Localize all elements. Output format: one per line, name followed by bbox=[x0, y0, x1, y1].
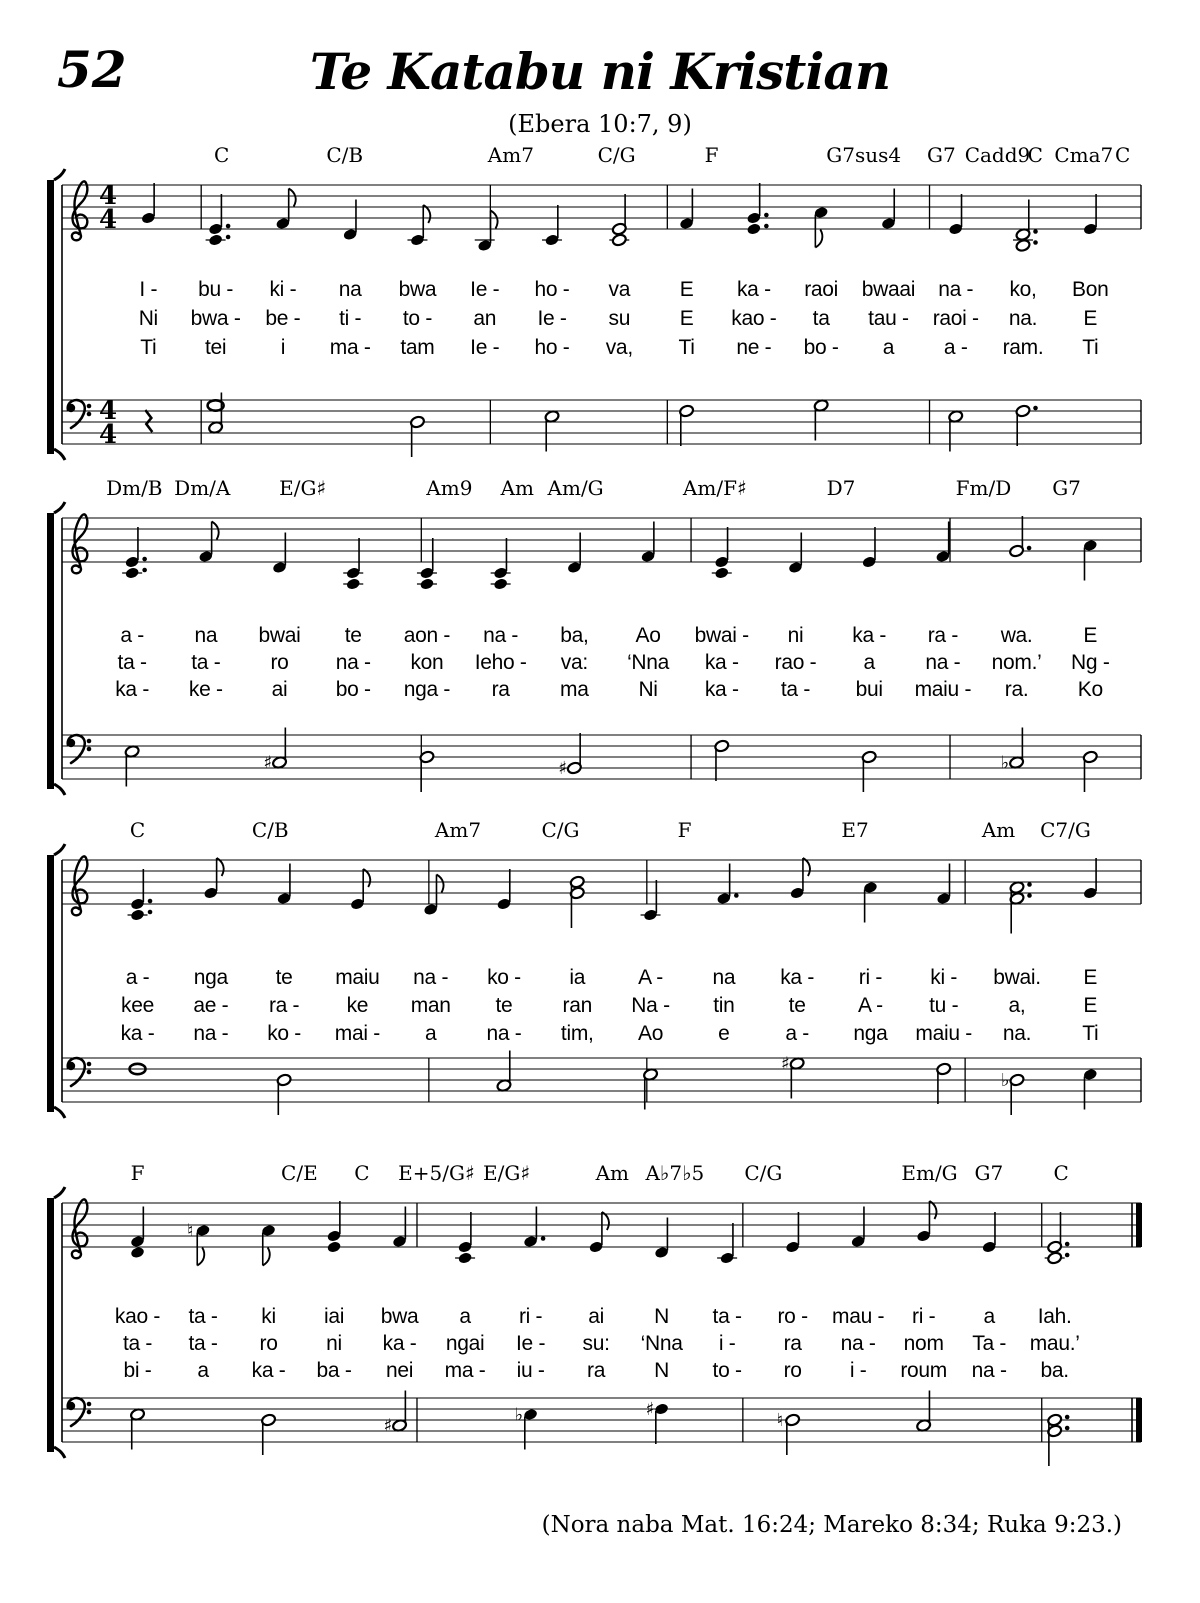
lyric-syllable: Bon bbox=[1072, 278, 1109, 301]
lyric-syllable: ae - bbox=[193, 994, 229, 1017]
lyric-syllable: ka - bbox=[251, 1359, 286, 1382]
chord-label: Am/G bbox=[547, 476, 604, 500]
lyric-syllable: ra. bbox=[1004, 678, 1029, 701]
lyric-syllable: ta - bbox=[188, 1332, 218, 1355]
chord-label: C7/G bbox=[1040, 818, 1091, 842]
lyric-syllable: ta - bbox=[188, 1305, 218, 1328]
svg-text:♯: ♯ bbox=[645, 1399, 655, 1420]
lyric-syllable: ra bbox=[491, 678, 510, 701]
lyric-syllable: nei bbox=[386, 1359, 414, 1382]
chord-label: E/G♯ bbox=[483, 1161, 531, 1185]
lyric-syllable: a - bbox=[785, 1022, 809, 1045]
chord-label: Cadd9 bbox=[964, 143, 1031, 167]
lyric-syllable: ri - bbox=[858, 966, 883, 989]
lyric-syllable: te bbox=[495, 994, 513, 1017]
lyric-syllable: mau.’ bbox=[1029, 1332, 1080, 1355]
lyric-syllable: kao - bbox=[114, 1305, 161, 1328]
quarter-rest bbox=[145, 410, 152, 432]
lyric-syllable: aon - bbox=[403, 624, 451, 647]
lyric-syllable: na - bbox=[193, 1022, 229, 1045]
lyric-syllable: ai bbox=[588, 1305, 604, 1328]
lyric-syllable: maiu - bbox=[914, 678, 972, 701]
lyric-syllable: E bbox=[1083, 966, 1098, 989]
treble-clef-icon bbox=[72, 1199, 88, 1258]
time-signature bbox=[99, 396, 117, 450]
lyric-syllable: ‘Nna bbox=[627, 651, 670, 674]
lyric-syllable: roum bbox=[900, 1359, 947, 1382]
chord-label: Em/G bbox=[901, 1161, 958, 1185]
lyric-syllable: ko - bbox=[267, 1022, 301, 1045]
lyric-syllable: a, bbox=[1008, 994, 1026, 1017]
lyric-syllable: ta - bbox=[122, 1332, 153, 1355]
treble-clef-icon bbox=[72, 856, 88, 915]
lyric-syllable: ka - bbox=[852, 624, 887, 647]
scripture-footnote: (Nora naba Mat. 16:24; Mareko 8:34; Ruka 9:23.) bbox=[541, 1512, 1122, 1538]
lyric-syllable: an bbox=[473, 307, 497, 330]
lyric-syllable: ma - bbox=[444, 1359, 486, 1382]
lyric-syllable: tei bbox=[204, 336, 227, 359]
lyric-syllable: va: bbox=[560, 651, 588, 674]
lyric-syllable: rao - bbox=[774, 651, 817, 674]
lyric-syllable: Ie - bbox=[470, 336, 500, 359]
lyric-syllable: E bbox=[679, 278, 694, 301]
lyric-syllable: ra bbox=[587, 1359, 606, 1382]
chord-label: E+5/G♯ bbox=[398, 1161, 475, 1185]
lyric-syllable: ri - bbox=[518, 1305, 543, 1328]
lyric-syllable: tim, bbox=[560, 1022, 594, 1045]
lyric-syllable: na. bbox=[1002, 1022, 1032, 1045]
lyric-syllable: ia bbox=[569, 966, 586, 989]
lyric-syllable: a - bbox=[125, 966, 150, 989]
lyric-syllable: ka - bbox=[704, 678, 739, 701]
lyric-syllable: bwai bbox=[258, 624, 301, 647]
bass-clef-icon bbox=[67, 1398, 92, 1426]
lyric-syllable: su: bbox=[582, 1332, 610, 1355]
lyric-syllable: na - bbox=[925, 651, 961, 674]
lyric-syllable: Ie - bbox=[537, 307, 567, 330]
lyric-syllable: ka - bbox=[736, 278, 771, 301]
lyric-syllable: Ti bbox=[678, 336, 695, 359]
chord-label: C bbox=[1115, 143, 1131, 167]
lyric-syllable: ta - bbox=[117, 651, 147, 674]
chord-label: Am/F♯ bbox=[682, 476, 747, 500]
lyric-syllable: na - bbox=[413, 966, 449, 989]
chord-label: Dm/B bbox=[106, 476, 163, 500]
lyric-syllable: kee bbox=[121, 994, 154, 1017]
lyric-syllable: tam bbox=[400, 336, 435, 359]
lyric-syllable: ho - bbox=[534, 278, 570, 301]
lyric-syllable: a - bbox=[120, 624, 144, 647]
svg-text:♯: ♯ bbox=[263, 752, 273, 774]
chord-label: Cma7 bbox=[1054, 143, 1114, 167]
song-subtitle: (Ebera 10:7, 9) bbox=[508, 110, 692, 138]
lyric-syllable: bwa bbox=[380, 1305, 419, 1328]
lyric-syllable: bi - bbox=[123, 1359, 152, 1382]
lyric-syllable: te bbox=[275, 966, 293, 989]
chord-label: E7 bbox=[841, 818, 869, 842]
svg-text:4: 4 bbox=[98, 205, 118, 235]
lyric-syllable: bwa bbox=[398, 278, 437, 301]
lyric-syllable: ran bbox=[562, 994, 592, 1017]
lyric-syllable: va, bbox=[605, 336, 633, 359]
lyric-syllable: ni bbox=[787, 624, 804, 647]
lyric-syllable: ba, bbox=[560, 624, 589, 647]
grand-staff bbox=[46, 502, 1150, 851]
lyric-syllable: ki bbox=[261, 1305, 276, 1328]
chord-label: C/E bbox=[281, 1161, 318, 1185]
lyric-syllable: tin bbox=[713, 994, 735, 1017]
lyric-syllable: ro bbox=[259, 1332, 278, 1355]
lyric-syllable: ram. bbox=[1002, 336, 1044, 359]
lyric-syllable: ka - bbox=[115, 678, 150, 701]
lyric-syllable: kon bbox=[410, 651, 444, 674]
lyric-syllable: a bbox=[882, 336, 895, 359]
chord-label: C bbox=[129, 818, 146, 842]
lyric-syllable: E bbox=[679, 307, 694, 330]
lyric-syllable: na - bbox=[483, 624, 519, 647]
lyric-syllable: Ti bbox=[1082, 1022, 1099, 1045]
lyric-syllable: ro bbox=[783, 1359, 802, 1382]
lyric-syllable: ro bbox=[270, 651, 289, 674]
lyric-syllable: nga bbox=[193, 966, 228, 989]
chord-label: C/B bbox=[251, 818, 289, 842]
lyric-syllable: Iah. bbox=[1037, 1305, 1072, 1328]
lyric-syllable: man bbox=[410, 994, 451, 1017]
lyric-syllable: Ti bbox=[1082, 336, 1099, 359]
lyric-syllable: bu - bbox=[198, 278, 234, 301]
lyric-syllable: ngai bbox=[445, 1332, 485, 1355]
lyric-syllable: iai bbox=[323, 1305, 345, 1328]
lyric-syllable: ne - bbox=[736, 336, 772, 359]
chord-label: A♭7♭5 bbox=[645, 1161, 705, 1185]
lyric-syllable: bwai. bbox=[993, 966, 1041, 989]
lyric-syllable: na bbox=[712, 966, 736, 989]
lyric-syllable: mai - bbox=[334, 1022, 380, 1045]
svg-text:♭: ♭ bbox=[1000, 752, 1010, 774]
lyric-syllable: a bbox=[863, 651, 875, 674]
lyric-syllable: I - bbox=[139, 278, 158, 301]
lyric-syllable: ko - bbox=[487, 966, 521, 989]
lyric-syllable: Na - bbox=[631, 994, 670, 1017]
lyric-syllable: maiu - bbox=[915, 1022, 972, 1045]
lyric-syllable: i bbox=[280, 336, 286, 359]
chord-label: G7 bbox=[1052, 476, 1081, 500]
lyric-syllable: ba - bbox=[316, 1359, 352, 1382]
svg-text:4: 4 bbox=[98, 396, 118, 426]
lyric-syllable: kao - bbox=[731, 307, 777, 330]
svg-text:♯: ♯ bbox=[558, 758, 568, 779]
chord-label: Am7 bbox=[487, 143, 534, 167]
lyric-syllable: N bbox=[654, 1305, 670, 1328]
lyric-syllable: raoi - bbox=[932, 307, 979, 330]
lyric-syllable: ta - bbox=[712, 1305, 742, 1328]
lyric-syllable: a bbox=[424, 1022, 437, 1045]
chord-label: Am9 bbox=[426, 476, 473, 500]
lyric-syllable: a bbox=[983, 1305, 995, 1328]
lyric-syllable: ho - bbox=[534, 336, 570, 359]
bass-clef-icon bbox=[67, 1058, 92, 1086]
system-2 bbox=[46, 476, 1150, 851]
chord-label: C bbox=[214, 143, 230, 167]
chord-label: C/B bbox=[326, 143, 364, 167]
lyric-syllable: E bbox=[1083, 307, 1098, 330]
lyric-syllable: tau - bbox=[868, 307, 909, 330]
chord-label: Am bbox=[595, 1161, 629, 1185]
lyric-syllable: ai bbox=[271, 678, 288, 701]
lyric-syllable: be - bbox=[265, 307, 301, 330]
chord-label: C bbox=[1027, 143, 1043, 167]
lyric-syllable: A - bbox=[638, 966, 663, 989]
treble-clef-icon bbox=[72, 514, 88, 573]
svg-text:4: 4 bbox=[98, 181, 118, 211]
system-1 bbox=[46, 143, 1150, 516]
lyric-syllable: ma bbox=[560, 678, 589, 701]
lyric-syllable: na - bbox=[335, 651, 371, 674]
lyric-syllable: Ko bbox=[1077, 678, 1103, 701]
lyric-syllable: ki - bbox=[269, 278, 297, 301]
svg-text:♮: ♮ bbox=[776, 1410, 784, 1431]
lyric-syllable: na - bbox=[486, 1022, 522, 1045]
lyric-syllable: A - bbox=[858, 994, 883, 1017]
chord-label: Am7 bbox=[434, 818, 482, 842]
lyric-syllable: ta - bbox=[191, 651, 221, 674]
lyric-syllable: bo - bbox=[803, 336, 839, 359]
bass-clef-icon bbox=[67, 400, 92, 428]
lyric-syllable: mau - bbox=[832, 1305, 885, 1328]
svg-text:♮: ♮ bbox=[187, 1220, 194, 1242]
lyric-syllable: i - bbox=[718, 1332, 736, 1355]
lyric-syllable: ra bbox=[783, 1332, 802, 1355]
lyric-syllable: va bbox=[608, 278, 631, 301]
lyric-syllable: su bbox=[608, 307, 631, 330]
lyric-syllable: ro - bbox=[777, 1305, 808, 1328]
lyric-syllable: ta bbox=[812, 307, 830, 330]
lyric-syllable: a bbox=[459, 1305, 471, 1328]
lyric-syllable: Ta - bbox=[972, 1332, 1007, 1355]
lyric-syllable: ki - bbox=[930, 966, 958, 989]
lyric-syllable: e bbox=[718, 1022, 730, 1045]
lyric-syllable: ma - bbox=[329, 336, 371, 359]
lyric-syllable: ka - bbox=[120, 1022, 155, 1045]
lyric-syllable: a bbox=[197, 1359, 209, 1382]
chord-label: D7 bbox=[826, 476, 856, 500]
lyric-syllable: nga - bbox=[403, 678, 451, 701]
chord-label: C/G bbox=[541, 818, 580, 842]
system-4 bbox=[46, 1161, 1150, 1514]
lyric-syllable: ta - bbox=[780, 678, 811, 701]
chord-label: F bbox=[130, 1161, 145, 1185]
song-number: 52 bbox=[57, 40, 127, 99]
lyric-syllable: Ao bbox=[635, 624, 661, 647]
chord-label: C/G bbox=[597, 143, 636, 167]
lyric-syllable: a - bbox=[943, 336, 968, 359]
lyric-syllable: ‘Nna bbox=[640, 1332, 683, 1355]
lyric-syllable: Ng - bbox=[1071, 651, 1110, 674]
treble-clef-icon bbox=[72, 181, 88, 240]
lyric-syllable: ko, bbox=[1009, 278, 1037, 301]
lyric-syllable: ti - bbox=[339, 307, 362, 330]
lyric-syllable: bwai - bbox=[694, 624, 749, 647]
lyric-syllable: ka - bbox=[780, 966, 815, 989]
bass-clef-icon bbox=[67, 735, 92, 763]
chord-label: E/G♯ bbox=[279, 476, 327, 500]
lyric-syllable: Ni bbox=[138, 307, 158, 330]
lyric-syllable: ni bbox=[326, 1332, 342, 1355]
lyric-syllable: raoi bbox=[804, 278, 839, 301]
chord-label: F bbox=[677, 818, 692, 842]
svg-text:♭: ♭ bbox=[1000, 1070, 1010, 1091]
chord-label: Am bbox=[981, 818, 1016, 842]
svg-text:4: 4 bbox=[98, 420, 118, 450]
lyric-syllable: na - bbox=[971, 1359, 1007, 1382]
lyric-syllable: iu - bbox=[516, 1359, 545, 1382]
lyric-syllable: na bbox=[338, 278, 362, 301]
chord-label: C bbox=[354, 1161, 370, 1185]
chord-label: C/G bbox=[744, 1161, 783, 1185]
time-signature bbox=[99, 181, 117, 235]
lyric-syllable: ra - bbox=[927, 624, 959, 647]
lyric-syllable: Ie - bbox=[470, 278, 500, 301]
lyric-syllable: ri - bbox=[912, 1305, 936, 1328]
chord-label: Fm/D bbox=[955, 476, 1012, 500]
chord-label: F bbox=[704, 143, 719, 167]
lyric-syllable: na bbox=[194, 624, 218, 647]
lyric-syllable: Ao bbox=[638, 1022, 664, 1045]
lyric-syllable: na. bbox=[1008, 307, 1038, 330]
lyric-syllable: ra - bbox=[268, 994, 300, 1017]
lyric-syllable: nga bbox=[853, 1022, 888, 1045]
lyric-syllable: nom.’ bbox=[991, 651, 1042, 674]
chord-label: G7 bbox=[974, 1161, 1004, 1185]
lyric-syllable: ba. bbox=[1040, 1359, 1069, 1382]
lyric-syllable: Ni bbox=[638, 678, 658, 701]
chord-label: G7sus4 bbox=[826, 143, 902, 167]
lyric-syllable: maiu bbox=[335, 966, 380, 989]
lyric-syllable: ke bbox=[346, 994, 369, 1017]
lyric-syllable: E bbox=[1083, 624, 1098, 647]
lyric-syllable: wa. bbox=[1000, 624, 1033, 647]
lyric-syllable: na - bbox=[938, 278, 974, 301]
lyric-syllable: to - bbox=[712, 1359, 742, 1382]
chord-label: Am bbox=[500, 476, 535, 500]
svg-text:♯: ♯ bbox=[781, 1053, 790, 1075]
lyric-syllable: bwaai bbox=[861, 278, 916, 301]
lyric-syllable: i - bbox=[849, 1359, 867, 1382]
lyric-syllable: Ie - bbox=[516, 1332, 546, 1355]
lyric-syllable: te bbox=[344, 624, 362, 647]
lyric-syllable: Ti bbox=[140, 336, 157, 359]
lyric-syllable: na - bbox=[840, 1332, 876, 1355]
lyric-syllable: E bbox=[1083, 994, 1098, 1017]
chord-label: Dm/A bbox=[174, 476, 231, 500]
lyric-syllable: tu - bbox=[929, 994, 959, 1017]
lyric-syllable: bwa - bbox=[190, 307, 241, 330]
system-3 bbox=[46, 818, 1150, 1174]
lyric-syllable: nom bbox=[903, 1332, 944, 1355]
song-title: Te Katabu ni Kristian bbox=[309, 42, 891, 101]
chord-label: G7 bbox=[927, 143, 956, 167]
lyric-syllable: ke - bbox=[188, 678, 223, 701]
lyric-syllable: te bbox=[788, 994, 806, 1017]
svg-text:♭: ♭ bbox=[514, 1404, 524, 1426]
lyric-syllable: ka - bbox=[382, 1332, 417, 1355]
lyric-syllable: to - bbox=[402, 307, 433, 330]
lyric-syllable: N bbox=[654, 1359, 670, 1382]
svg-text:♯: ♯ bbox=[383, 1415, 393, 1437]
lyric-syllable: Ieho - bbox=[474, 651, 527, 674]
lyric-syllable: ka - bbox=[704, 651, 739, 674]
lyric-syllable: bui bbox=[855, 678, 883, 701]
lyric-syllable: bo - bbox=[335, 678, 371, 701]
chord-label: C bbox=[1053, 1161, 1069, 1185]
